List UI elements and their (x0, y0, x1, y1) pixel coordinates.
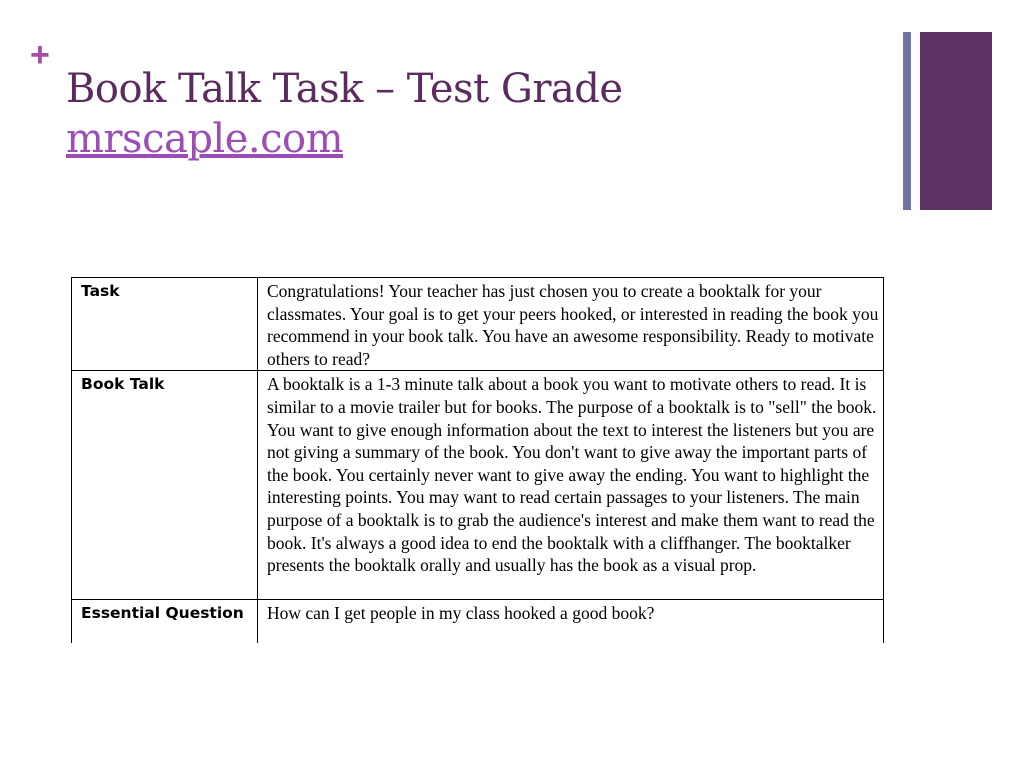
table-row (72, 278, 884, 371)
row-content-essential-question: How can I get people in my class hooked a good book? (258, 600, 884, 643)
decorative-thick-bar (920, 32, 992, 210)
row-label-task: Task (72, 278, 258, 371)
row-content-task: Congratulations! Your teacher has just chosen you to create a booktalk for your classmates. Your goal is to get your peers hooked, or interested in reading the book you recommend in your book talk. You have an awesome responsibility. Ready to motivate others to read? (258, 278, 884, 371)
book-talk-table-image (71, 277, 884, 643)
row-label-book-talk: Book Talk (72, 371, 258, 600)
table-row (72, 371, 884, 600)
mrscaple-link[interactable]: mrscaple.com (66, 116, 344, 162)
title-text: Book Talk Task – Test Grade (66, 66, 623, 112)
slide-title (66, 64, 623, 164)
table-row (72, 600, 884, 643)
row-label-essential-question: Essential Question (72, 600, 258, 643)
plus-icon: + (30, 36, 50, 74)
book-talk-table (71, 277, 884, 643)
row-content-book-talk: A booktalk is a 1-3 minute talk about a book you want to motivate others to read. It is similar to a movie trailer but for books. The purpose of a booktalk is to "sell" the book. You want to give enough information about the text to interest the listeners but you are not giving a summary of the book. You don't want to give away the important parts of the book. You certainly never want to give away the ending. You want to highlight the interesting points. You may want to read certain passages to your listeners. The main purpose of a booktalk is to grab the audience's interest and make them want to read the book. It's always a good idea to end the booktalk with a cliffhanger. The booktalker presents the booktalk orally and usually has the book as a visual prop. (258, 371, 884, 600)
decorative-thin-bar (903, 32, 911, 210)
